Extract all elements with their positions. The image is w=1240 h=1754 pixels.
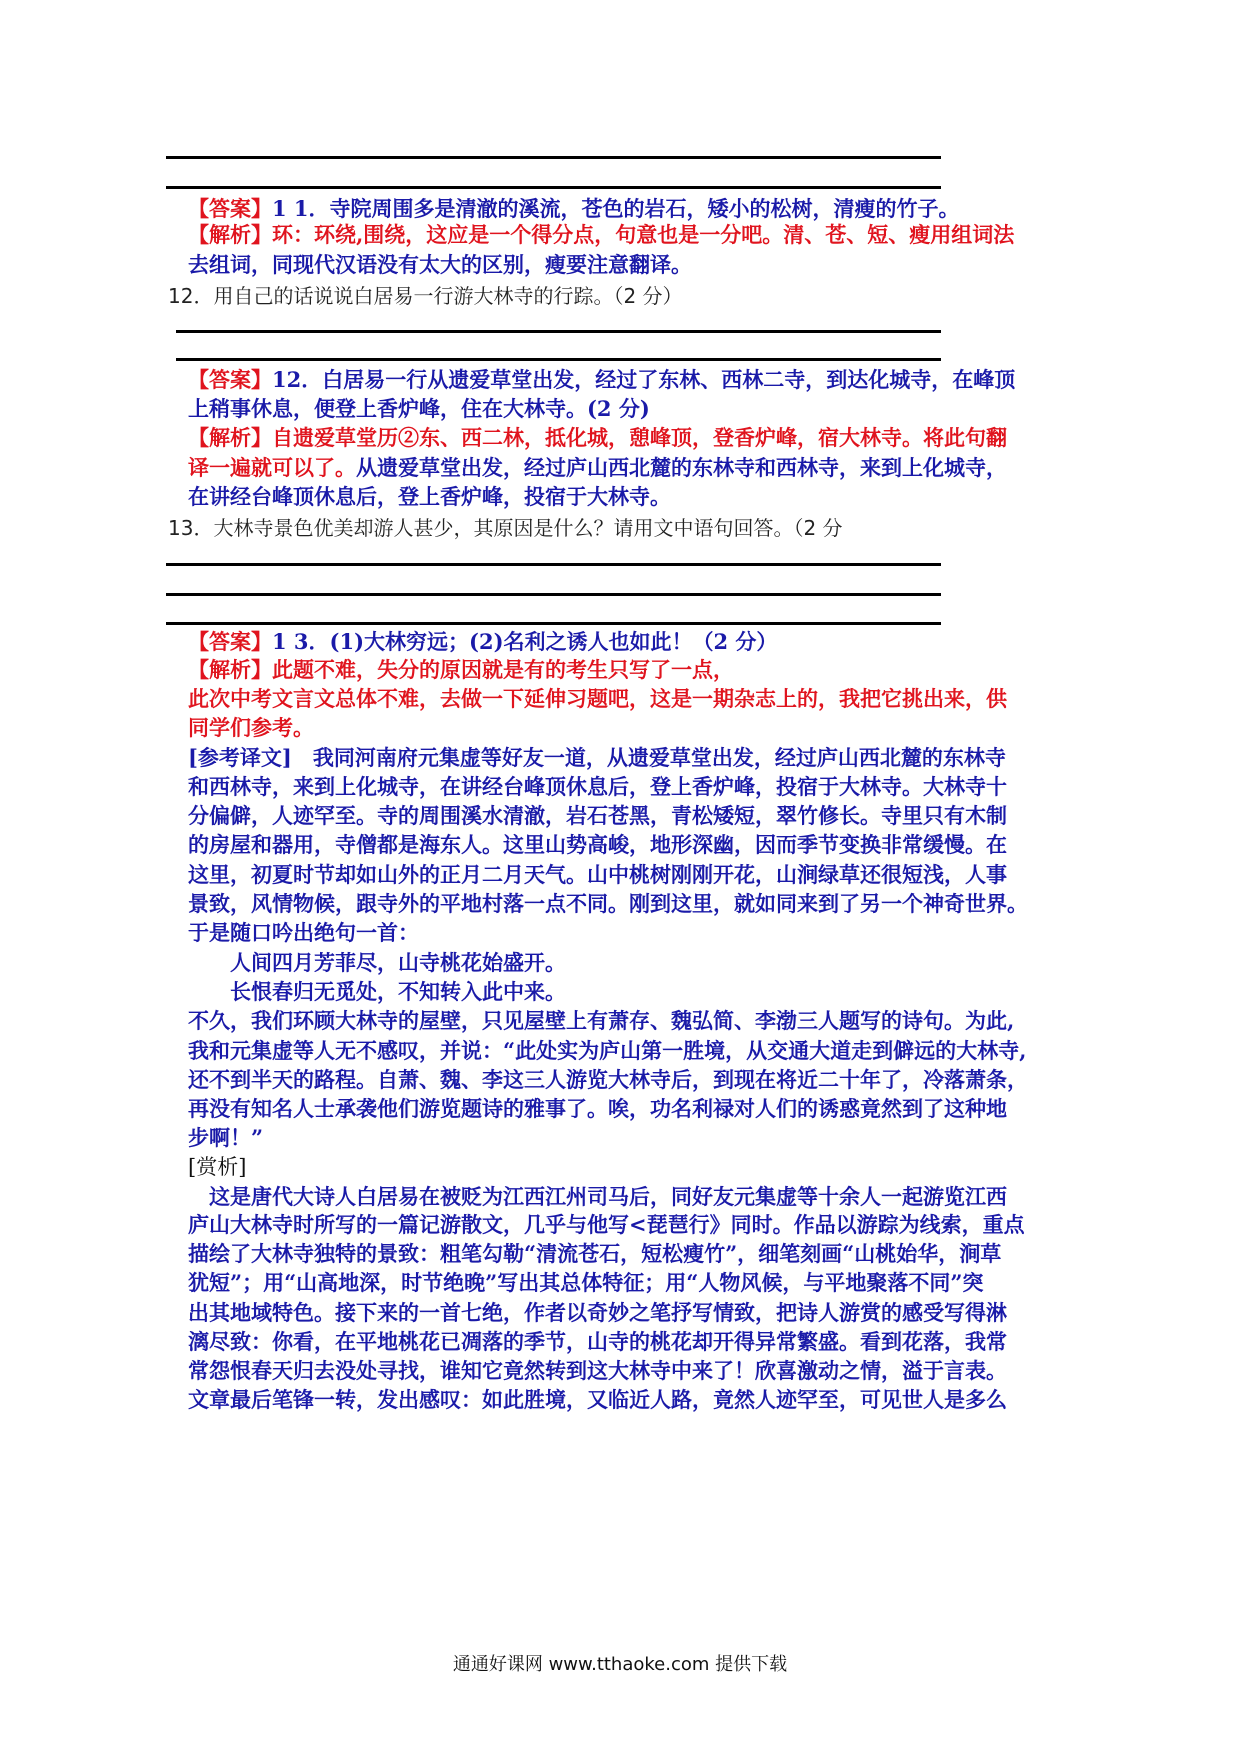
text-line bbox=[188, 686, 1058, 714]
text-line bbox=[188, 979, 1058, 1007]
text-segment: 再没有知名人士承袭他们游览题诗的雅事了。唉，功名利禄对人们的诱惑竟然到了这种地 bbox=[188, 1096, 1007, 1121]
text-segment: 此次中考文言文总体不难，去做一下延伸习题吧，这是一期杂志上的，我把它挑出来，供 bbox=[188, 686, 1007, 711]
text-line bbox=[188, 1241, 1058, 1269]
answer-line bbox=[176, 330, 941, 333]
text-line bbox=[188, 774, 1058, 802]
text-line bbox=[188, 862, 1058, 890]
text-line bbox=[188, 196, 1058, 224]
text-line bbox=[188, 1358, 1058, 1386]
text-line bbox=[188, 745, 1058, 773]
text-line bbox=[188, 1387, 1058, 1415]
text-segment: 景致，风情物候，跟寺外的平地村落一点不同。刚到这里，就如同来到了另一个神奇世界。 bbox=[188, 891, 1028, 916]
text-line bbox=[188, 891, 1058, 919]
text-line bbox=[188, 920, 1058, 948]
text-segment: 于是随口吟出绝句一首： bbox=[188, 920, 419, 945]
answer-line bbox=[166, 156, 941, 159]
text-line bbox=[188, 1125, 1058, 1153]
text-segment: 去组词，同现代汉语没有太大的区别，瘦要注意翻译。 bbox=[188, 252, 692, 277]
text-segment: 从遗爱草堂出发，经过庐山西北麓的东林寺和西林寺，来到上化城寺， bbox=[356, 455, 1007, 480]
text-line bbox=[188, 484, 1058, 512]
text-segment: 漓尽致：你看，在平地桃花已凋落的季节，山寺的桃花却开得异常繁盛。看到花落，我常 bbox=[188, 1329, 1007, 1354]
text-segment: 【答案】 bbox=[188, 629, 272, 654]
text-segment: 描绘了大林寺独特的景致：粗笔勾勒“清流苍石，短松瘦竹”，细笔刻画“山桃始华，涧草 bbox=[188, 1241, 1002, 1266]
text-line bbox=[188, 1096, 1058, 1124]
text-segment: 1 3．(1)大林穷远；(2)名利之诱人也如此！（2 分） bbox=[272, 629, 778, 654]
text-segment: 人间四月芳菲尽，山寺桃花始盛开。 bbox=[188, 950, 566, 975]
text-segment: 译一遍就可以了。 bbox=[188, 455, 356, 480]
answer-line bbox=[176, 358, 941, 361]
text-line bbox=[188, 367, 1058, 395]
text-line bbox=[188, 715, 1058, 743]
text-line bbox=[188, 832, 1058, 860]
answer-line bbox=[166, 593, 941, 596]
text-segment: 12．用自己的话说说白居易一行游大林寺的行踪。（2 分） bbox=[168, 284, 683, 308]
text-segment: 【解析】自遗爱草堂历②东、西二林，抵化城，憩峰顶，登香炉峰，宿大林寺。将此句翻 bbox=[188, 425, 1007, 450]
page-footer: 通通好课网 www.tthaoke.com 提供下载 bbox=[452, 1654, 788, 1675]
text-line bbox=[188, 396, 1058, 424]
text-segment: 庐山大林寺时所写的一篇记游散文，几乎与他写<琵琶行》同时。作品以游踪为线索，重点 bbox=[188, 1212, 1025, 1237]
answer-line bbox=[166, 563, 941, 566]
text-segment: 常怨恨春天归去没处寻找，谁知它竟然转到这大林寺中来了！欣喜激动之情，溢于言表。 bbox=[188, 1358, 1007, 1383]
text-segment: 12．白居易一行从遗爱草堂出发，经过了东林、西林二寺，到达化城寺，在峰顶 bbox=[272, 367, 1016, 392]
text-segment: 还不到半天的路程。自萧、魏、李这三人游览大林寺后，到现在将近二十年了，冷落萧条， bbox=[188, 1067, 1028, 1092]
text-segment: 上稍事休息，便登上香炉峰，住在大林寺。(2 分) bbox=[188, 396, 650, 421]
text-line bbox=[188, 803, 1058, 831]
text-line bbox=[188, 252, 1058, 280]
text-line bbox=[188, 657, 1058, 685]
text-line bbox=[188, 1270, 1058, 1298]
text-line bbox=[188, 1212, 1058, 1240]
text-segment: 1 1．寺院周围多是清澈的溪流，苍色的岩石，矮小的松树，清瘦的竹子。 bbox=[272, 196, 960, 221]
answer-line bbox=[166, 186, 941, 189]
text-segment: 同学们参考。 bbox=[188, 715, 314, 740]
text-segment: 犹短”；用“山高地深，时节绝晚”写出其总体特征；用“人物风候，与平地聚落不同”突 bbox=[188, 1270, 984, 1295]
text-segment: 长恨春归无觅处，不知转入此中来。 bbox=[188, 979, 566, 1004]
text-segment: 和西林寺，来到上化城寺，在讲经台峰顶休息后，登上香炉峰，投宿于大林寺。大林寺十 bbox=[188, 774, 1007, 799]
text-line bbox=[188, 950, 1058, 978]
text-segment: 文章最后笔锋一转，发出感叹：如此胜境，又临近人路，竟然人迹罕至，可见世人是多么 bbox=[188, 1387, 1007, 1412]
text-segment: 不久，我们环顾大林寺的屋壁，只见屋壁上有萧存、魏弘简、李渤三人题写的诗句。为此, bbox=[188, 1008, 1015, 1033]
text-segment: 【答案】 bbox=[188, 196, 272, 221]
text-line bbox=[188, 425, 1058, 453]
text-line bbox=[168, 283, 1038, 311]
text-line bbox=[188, 455, 1058, 483]
text-segment: 【解析】环：环绕,围绕，这应是一个得分点，句意也是一分吧。清、苍、短、瘦用组词法 bbox=[188, 222, 1015, 247]
text-line bbox=[188, 1067, 1058, 1095]
answer-line bbox=[166, 622, 941, 625]
text-segment: 这里，初夏时节却如山外的正月二月天气。山中桃树刚刚开花，山涧绿草还很短浅，人事 bbox=[188, 862, 1007, 887]
text-segment: 在讲经台峰顶休息后，登上香炉峰，投宿于大林寺。 bbox=[188, 484, 671, 509]
text-segment: 分偏僻，人迹罕至。寺的周围溪水清澈，岩石苍黑，青松矮短，翠竹修长。寺里只有木制 bbox=[188, 803, 1007, 828]
text-segment: 出其地域特色。接下来的一首七绝，作者以奇妙之笔抒写情致，把诗人游赏的感受写得淋 bbox=[188, 1300, 1007, 1325]
text-segment: [参考译文] 我同河南府元集虚等好友一道，从遗爱草堂出发，经过庐山西北麓的东林寺 bbox=[188, 745, 1006, 770]
text-line bbox=[188, 1300, 1058, 1328]
text-segment: 这是唐代大诗人白居易在被贬为江西江州司马后，同好友元集虚等十余人一起游览江西 bbox=[188, 1184, 1007, 1209]
text-segment: 【答案】 bbox=[188, 367, 272, 392]
text-segment: [赏析] bbox=[188, 1155, 247, 1179]
text-line bbox=[188, 222, 1058, 250]
text-segment: 我和元集虚等人无不感叹，并说：“此处实为庐山第一胜境，从交通大道走到僻远的大林寺, bbox=[188, 1038, 1027, 1063]
text-line bbox=[188, 629, 1058, 657]
text-line bbox=[188, 1008, 1058, 1036]
text-segment: 13．大林寺景色优美却游人甚少，其原因是什么？请用文中语句回答。（2 分 bbox=[168, 516, 843, 540]
text-line bbox=[188, 1184, 1058, 1212]
text-line bbox=[168, 515, 1038, 543]
text-line bbox=[188, 1154, 1058, 1182]
text-segment: 步啊！” bbox=[188, 1125, 264, 1150]
text-segment: 【解析】此题不难，失分的原因就是有的考生只写了一点， bbox=[188, 657, 734, 682]
text-line bbox=[188, 1038, 1058, 1066]
text-segment: 的房屋和器用，寺僧都是海东人。这里山势高峻，地形深幽，因而季节变换非常缓慢。在 bbox=[188, 832, 1007, 857]
text-line bbox=[188, 1329, 1058, 1357]
